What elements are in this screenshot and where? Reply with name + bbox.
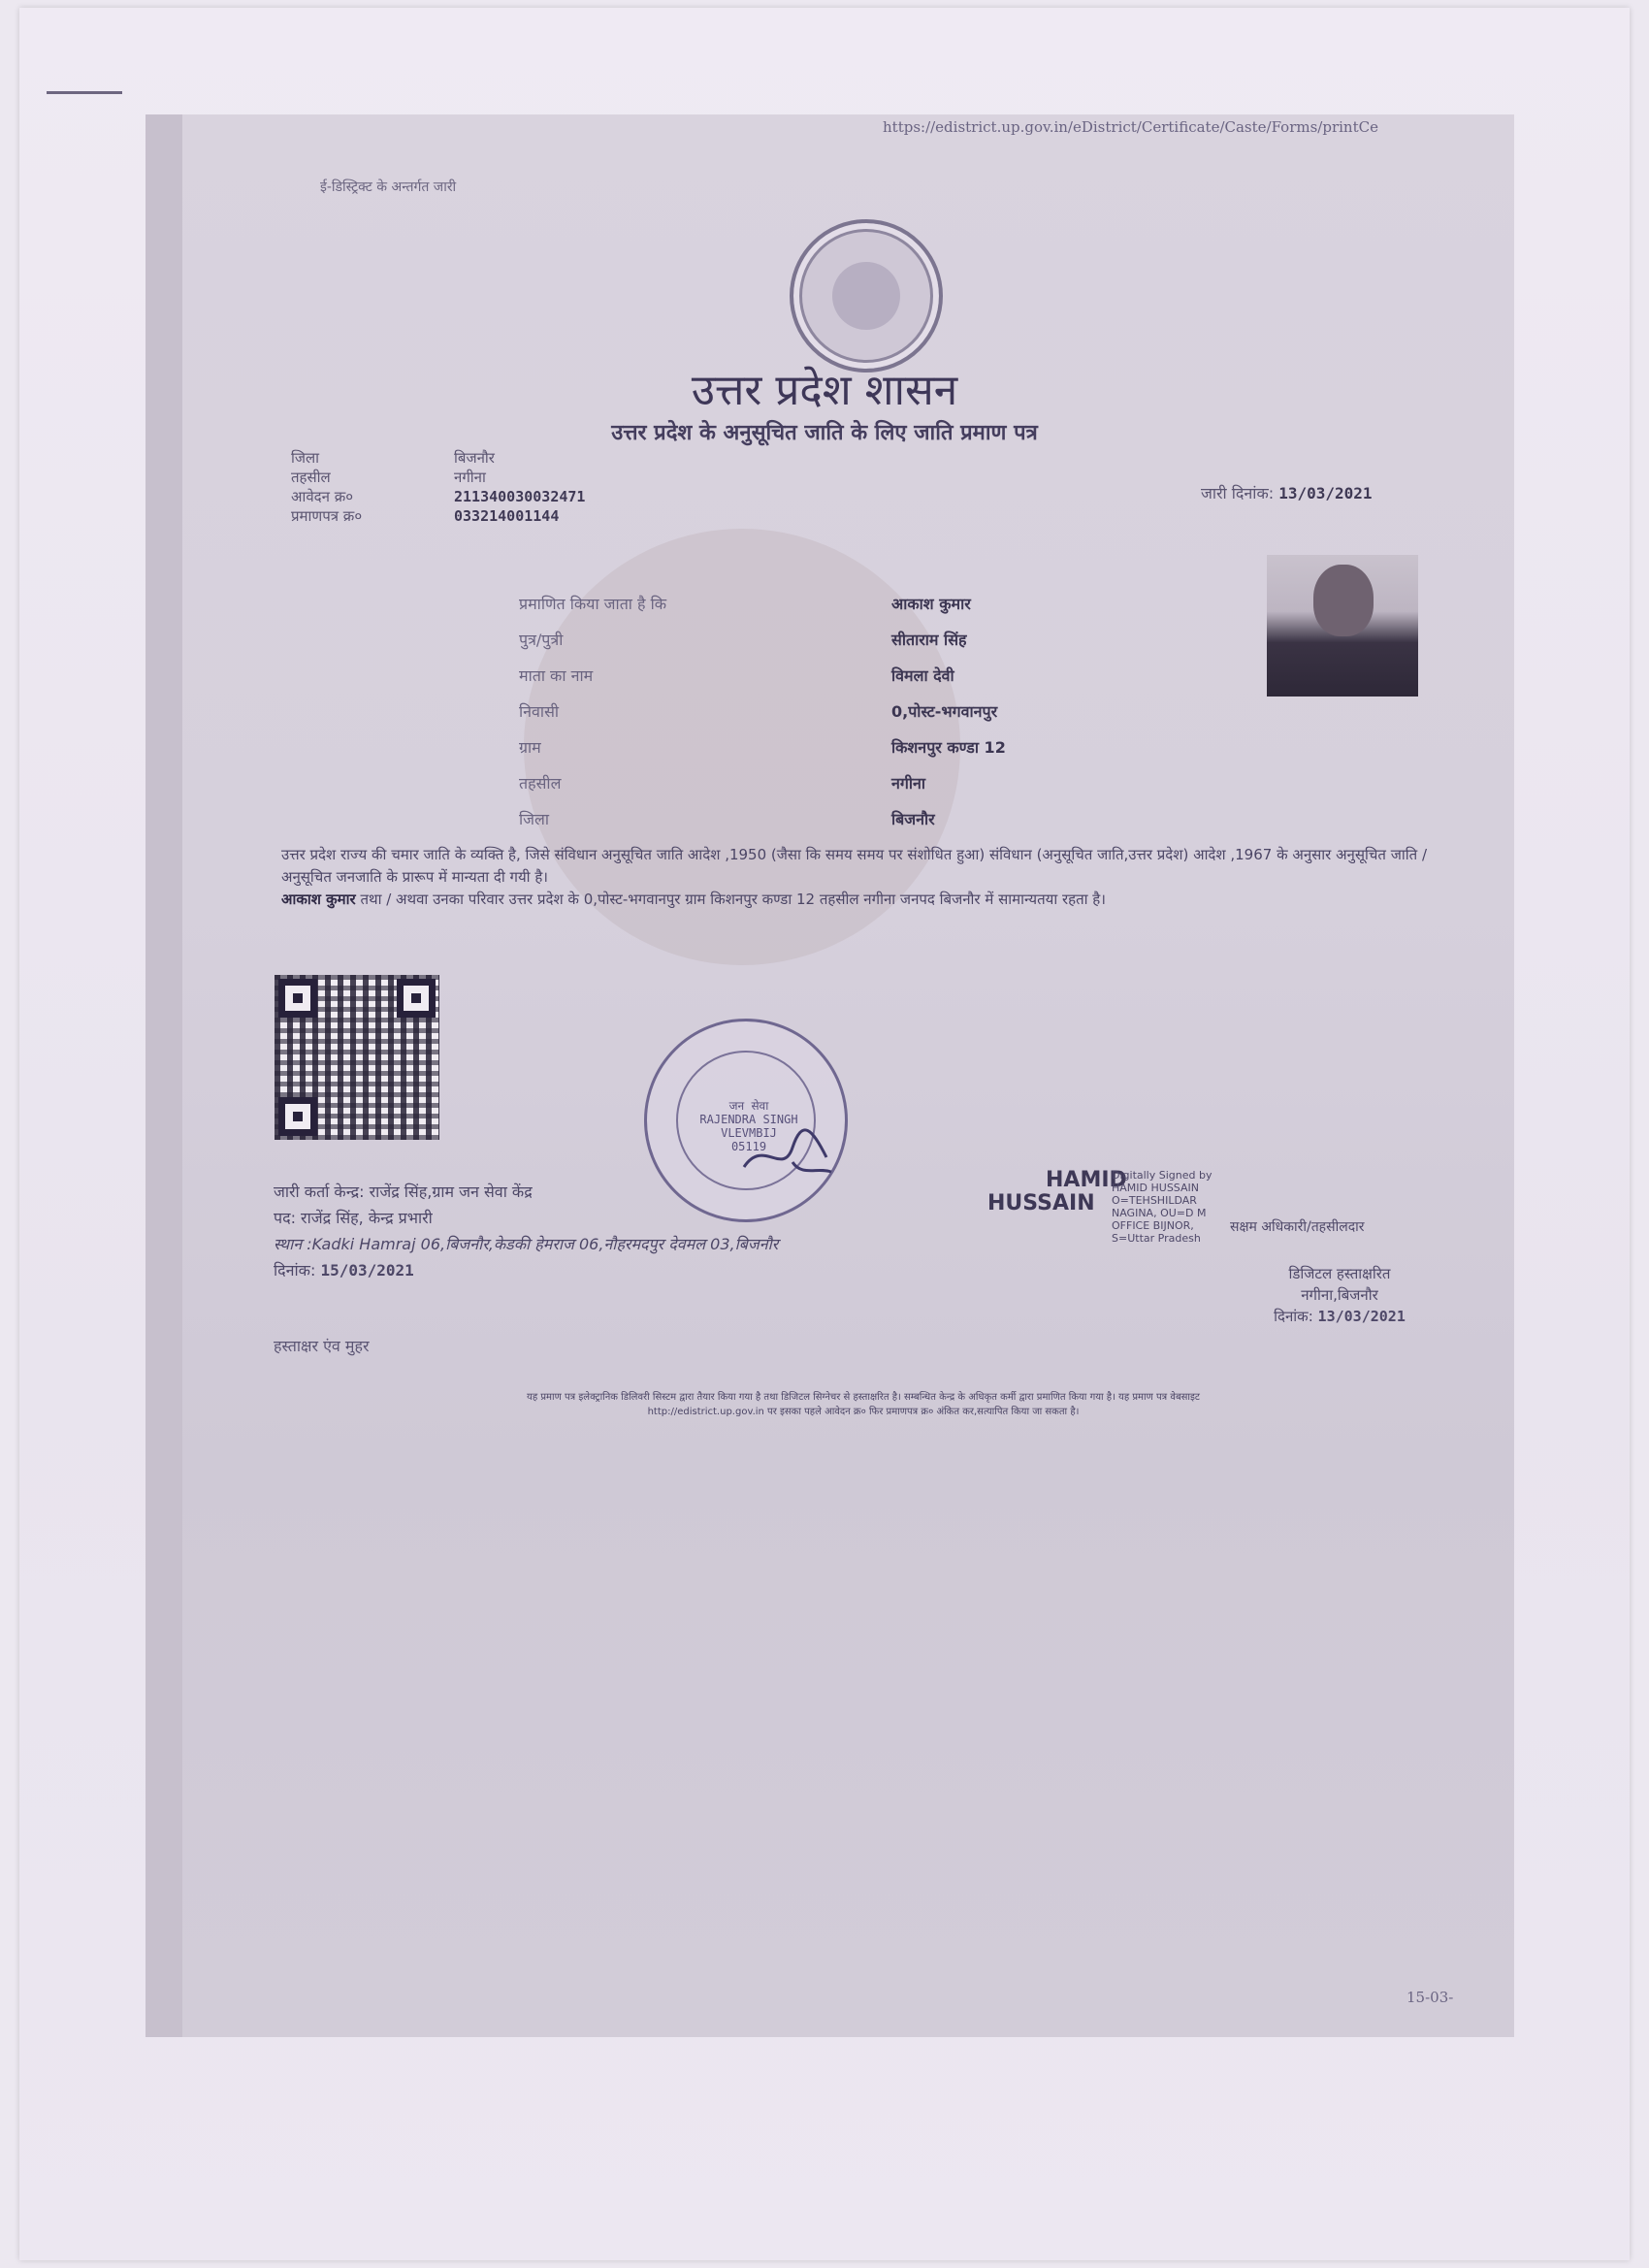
applicant-details xyxy=(519,585,1006,836)
detail-row xyxy=(519,764,1006,800)
issue-date xyxy=(1201,482,1373,503)
center-date-label: दिनांक: xyxy=(274,1261,316,1280)
document-title: उत्तर प्रदेश शासन xyxy=(691,366,958,415)
application-number: 211340030032471 xyxy=(454,488,586,505)
footer-line: http://edistrict.up.gov.in पर इसका पहले आवेदन क्र० फिर प्रमाणपत्र क्र० अंकित कर,सत्यापित किया जा सकता है। xyxy=(647,1407,1080,1417)
certificate-label: प्रमाणपत्र क्र० xyxy=(291,507,363,525)
meta-row-certificate xyxy=(291,506,585,526)
qr-finder-top-left xyxy=(278,979,317,1018)
stamp-date xyxy=(1243,1306,1437,1327)
seal-line: जन सेवा xyxy=(728,1099,769,1113)
issuer-post: पद: राजेंद्र सिंह, केन्द्र प्रभारी xyxy=(274,1209,433,1227)
detail-value: सीताराम सिंह xyxy=(891,630,967,649)
stamp-location: नगीना,बिजनौर xyxy=(1301,1286,1378,1304)
issuing-center-info xyxy=(274,1179,778,1283)
detail-label: तहसील xyxy=(519,773,562,793)
stamp-date-label: दिनांक: xyxy=(1274,1308,1313,1325)
detail-value: आकाश कुमार xyxy=(891,594,971,613)
up-government-emblem xyxy=(790,219,943,373)
application-label: आवेदन क्र० xyxy=(291,488,354,505)
issued-under-note: ई-डिस्ट्रिक्ट के अन्तर्गत जारी xyxy=(320,179,457,195)
document-subtitle: उत्तर प्रदेश के अनुसूचित जाति के लिए जाति प्रमाण पत्र xyxy=(611,420,1038,445)
stamp-date-value: 13/03/2021 xyxy=(1317,1308,1406,1325)
issue-place: स्थान :Kadki Hamraj 06,बिजनौर,केडकी हेमराज 06,नौहरमदपुर देवमल 03,बिजनौर xyxy=(274,1235,779,1253)
print-page-date: 15-03- xyxy=(1406,1989,1454,2006)
digital-stamp xyxy=(1243,1263,1437,1327)
seal-line: VLEVMBIJ xyxy=(721,1126,777,1140)
print-url: https://edistrict.up.gov.in/eDistrict/Certificate/Caste/Forms/printCe xyxy=(883,118,1378,136)
center-date-value: 15/03/2021 xyxy=(320,1261,414,1280)
photo-face xyxy=(1313,565,1374,636)
detail-row xyxy=(519,729,1006,764)
digital-signature-block xyxy=(987,1169,1453,1344)
caste-statement: उत्तर प्रदेश राज्य की चमार जाति के व्यक्ति है, जिसे संविधान अनुसूचित जाति आदेश ,1950 (जैसा कि समय समय पर संशोधित हुआ) संविधान (अनुसूचित जाति,उत्तर प्रदेश) आदेश ,1967 के अनुसार अनुसूचित जाति / अनुसूचित जनजाति के प्रारूप में मान्यता दी गयी है। xyxy=(281,846,1427,886)
tehsil-value: नगीना xyxy=(454,469,486,486)
detail-label: ग्राम xyxy=(519,737,541,757)
tehsil-label: तहसील xyxy=(291,469,331,486)
detail-value: नगीना xyxy=(891,773,926,793)
verification-qr-code xyxy=(275,975,439,1140)
detail-row xyxy=(519,800,1006,836)
verification-footer xyxy=(272,1390,1455,1419)
detail-label: पुत्र/पुत्री xyxy=(519,630,564,649)
detail-value: 0,पोस्ट-भगवानपुर xyxy=(891,701,998,721)
detail-label: निवासी xyxy=(519,701,560,721)
residence-text: तथा / अथवा उनका परिवार उत्तर प्रदेश के 0,पोस्ट-भगवानपुर ग्राम किशनपुर कण्डा 12 तहसील नगीना जनपद बिजनौर में सामान्यतया रहता है। xyxy=(355,891,1106,908)
applicant-name: आकाश कुमार xyxy=(281,891,356,908)
detail-row xyxy=(519,621,1006,657)
competent-officer: सक्षम अधिकारी/तहसीलदार xyxy=(1230,1219,1365,1235)
district-label: जिला xyxy=(291,449,320,467)
signature-and-seal-label: हस्ताक्षर एंव मुहर xyxy=(274,1337,370,1355)
seal-line: 05119 xyxy=(730,1140,767,1153)
footer-line: यह प्रमाण पत्र इलेक्ट्रानिक डिलिवरी सिस्टम द्वारा तैयार किया गया है तथा डिजिटल सिग्नेचर से हस्ताक्षरित है। सम्बन्धित केन्द्र के अधिकृत कर्मी द्वारा प्रमाणित किया गया है। यह प्रमाण पत्र वेबसाइट xyxy=(527,1392,1200,1403)
issue-date-value: 13/03/2021 xyxy=(1278,484,1373,502)
certificate-meta xyxy=(291,448,585,526)
meta-row-application xyxy=(291,487,585,506)
issuing-center: जारी कर्ता केन्द्र: राजेंद्र सिंह,ग्राम जन सेवा केंद्र xyxy=(274,1183,533,1201)
detail-row xyxy=(519,585,1006,621)
detail-value: विमला देवी xyxy=(891,665,954,685)
qr-finder-top-right xyxy=(397,979,436,1018)
certificate-body xyxy=(281,844,1455,911)
qr-finder-bottom-left xyxy=(278,1097,317,1136)
detail-row xyxy=(519,693,1006,729)
detail-label: माता का नाम xyxy=(519,665,594,685)
detail-value: किशनपुर कण्डा 12 xyxy=(891,737,1006,757)
district-value: बिजनौर xyxy=(454,449,495,467)
residence-statement xyxy=(281,889,1455,911)
meta-row-district xyxy=(291,448,585,468)
paper-edge-mark xyxy=(47,91,122,94)
signer-last-name: HUSSAIN xyxy=(987,1191,1095,1215)
seal-line: RAJENDRA SINGH xyxy=(699,1113,798,1126)
emblem-center xyxy=(832,262,900,330)
issue-date-label: जारी दिनांक: xyxy=(1201,484,1275,502)
detail-label: जिला xyxy=(519,809,550,828)
meta-row-tehsil xyxy=(291,468,585,487)
detail-row xyxy=(519,657,1006,693)
digital-signature-details: Digitally Signed by HAMID HUSSAIN O=TEHSHILDAR NAGINA, OU=D M OFFICE BIJNOR, S=Uttar Pradesh xyxy=(1112,1169,1212,1245)
center-date xyxy=(274,1257,778,1283)
detail-value: बिजनौर xyxy=(891,809,935,828)
signer-first-name: HAMID xyxy=(1046,1168,1127,1192)
digitally-signed-text: डिजिटल हस्ताक्षरित xyxy=(1288,1265,1391,1282)
certificate-number: 033214001144 xyxy=(454,507,560,525)
applicant-photo xyxy=(1267,555,1418,697)
detail-label: प्रमाणित किया जाता है कि xyxy=(519,594,667,613)
